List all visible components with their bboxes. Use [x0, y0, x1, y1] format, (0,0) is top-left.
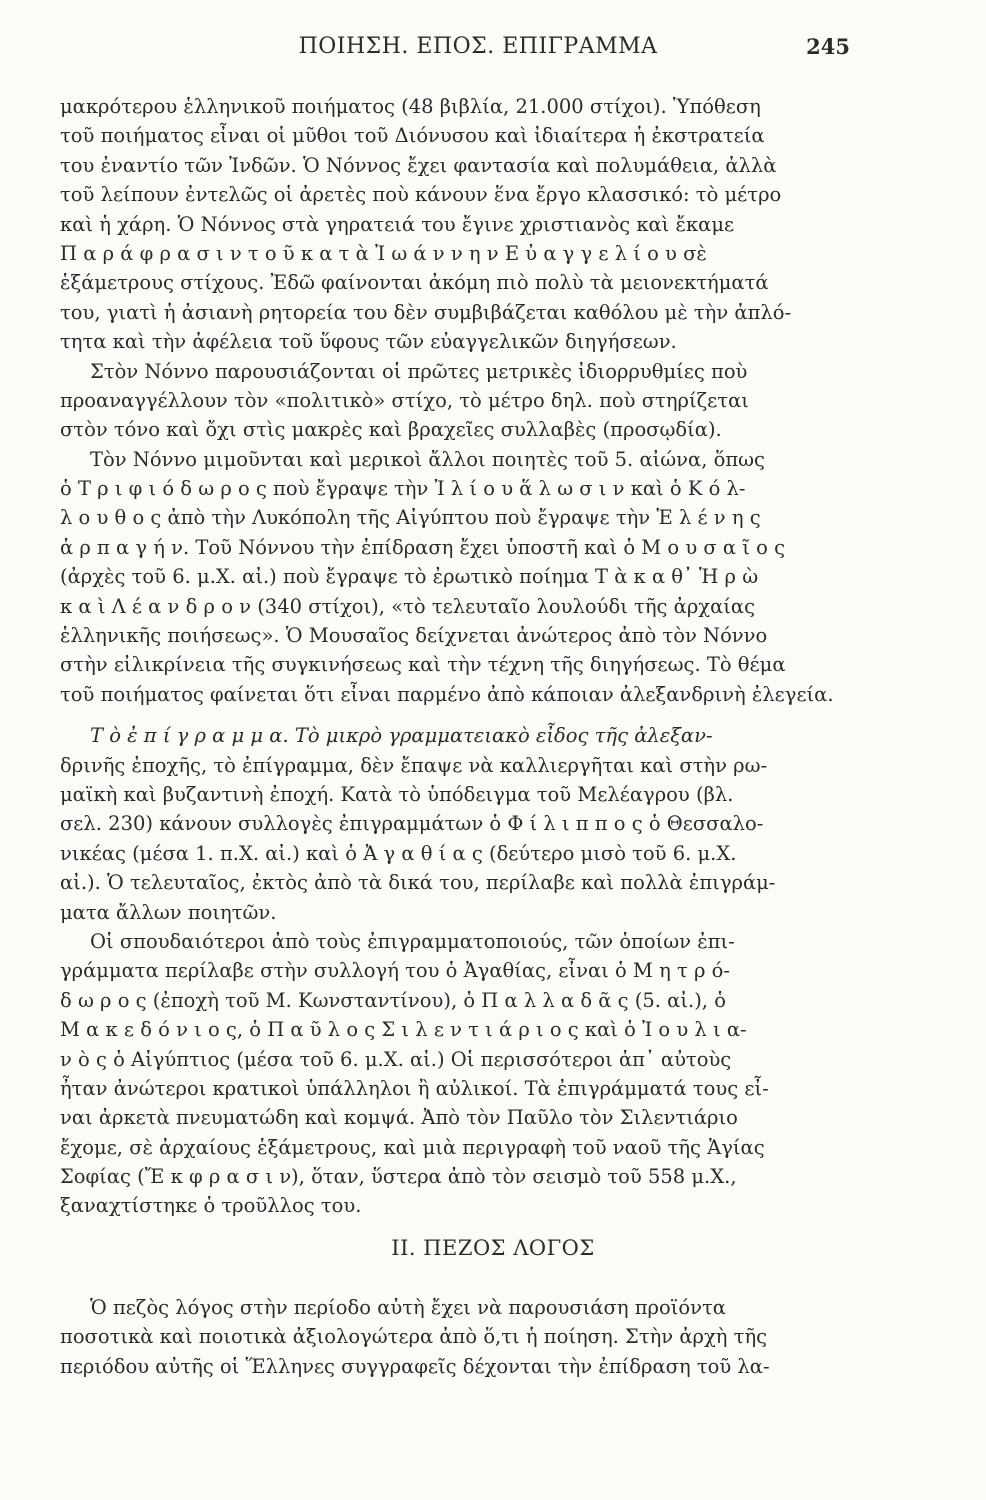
text-line: κ α ὶ Λ έ α ν δ ρ ο ν (340 στίχοι), «τὸ τελευταῖο λουλούδι τῆς ἀρχαίας — [60, 594, 756, 618]
text-line: σελ. 230) κάνουν συλλογὲς ἐπιγραμμάτων ὁ Φ ί λ ι π π ο ς ὁ Θεσσαλο- — [60, 812, 764, 836]
page-header — [90, 28, 850, 64]
running-title: ΠΟΙΗΣΗ. ΕΠΟΣ. ΕΠΙΓΡΑΜΜΑ — [298, 33, 658, 59]
text-line: ὁ Τ ρ ι φ ι ό δ ω ρ ο ς ποὺ ἔγραψε τὴν Ἰ λ ί ο υ ἅ λ ω σ ι ν καὶ ὁ Κ ό λ- — [60, 477, 746, 501]
text-line: προαναγγέλλουν τὸν «πολιτικὸ» στίχο, τὸ μέτρο δηλ. ποὺ στηρίζεται — [60, 388, 749, 412]
text-line: Τ ὸ ἐ π ί γ ρ α μ μ α. Τὸ μικρὸ γραμματειακὸ εἶδος τῆς ἀλεξαν- — [90, 724, 713, 748]
text-line: τοῦ ποιήματος εἶναι οἱ μῦθοι τοῦ Διόνυσου καὶ ἰδιαίτερα ἡ ἐκστρατεία — [60, 124, 765, 148]
text-line: δρινῆς ἐποχῆς, τὸ ἐπίγραμμα, δὲν ἔπαψε νὰ καλλιεργῆται καὶ στὴν ρω- — [60, 753, 768, 777]
text-line: δ ω ρ ο ς (ἐποχὴ τοῦ Μ. Κωνσταντίνου), ὁ Π α λ λ α δ ᾶ ς (5. αἰ.), ὁ — [60, 988, 726, 1012]
text-line: νικέας (μέσα 1. π.Χ. αἰ.) καὶ ὁ Ἀ γ α θ ί α ς (δεύτερο μισὸ τοῦ 6. μ.Χ. — [60, 841, 737, 865]
text-line: στὴν εἰλικρίνεια τῆς συγκινήσεως καὶ τὴν τέχνη τῆς διηγήσεως. Τὸ θέμα — [60, 653, 786, 677]
page-number: 245 — [806, 33, 850, 59]
text-line: (ἀρχὲς τοῦ 6. μ.Χ. αἰ.) ποὺ ἔγραψε τὸ ἐρωτικὸ ποίημα Τ ὰ κ α θ᾽ Ἡ ρ ὼ — [60, 565, 759, 589]
text-line: τητα καὶ τὴν ἀφέλεια τοῦ ὕφους τῶν εὐαγγελικῶν διηγήσεων. — [60, 330, 677, 354]
text-line: Ὁ πεζὸς λόγος στὴν περίοδο αὐτὴ ἔχει νὰ παρουσιάση προϊόντα — [90, 1296, 726, 1319]
text-line: γράμματα περίλαβε στὴν συλλογή του ὁ Ἀγαθίας, εἶναι ὁ Μ η τ ρ ό- — [60, 959, 730, 983]
text-line: μαϊκὴ καὶ βυζαντινὴ ἐποχή. Κατὰ τὸ ὑπόδειγμα τοῦ Μελέαγρου (βλ. — [60, 782, 734, 806]
main-text — [60, 92, 852, 1221]
text-line: ξαναχτίστηκε ὁ τροῦλλος του. — [60, 1194, 362, 1218]
text-line: Οἱ σπουδαιότεροι ἀπὸ τοὺς ἐπιγραμματοποιούς, τῶν ὁποίων ἐπι- — [90, 929, 735, 953]
text-line: περιόδου αὐτῆς οἱ Ἕλληνες συγγραφεῖς δέχονται τὴν ἐπίδραση τοῦ λα- — [60, 1354, 770, 1378]
section-text — [60, 1292, 852, 1380]
text-line: ναι ἀρκετὰ πνευματώδη καὶ κομψά. Ἀπὸ τὸν Παῦλο τὸν Σιλεντιάριο — [60, 1106, 738, 1130]
text-line: στὸν τόνο καὶ ὄχι στὶς μακρὲς καὶ βραχεῖες συλλαβὲς (προσῳδία). — [60, 418, 722, 442]
text-line: λ ο υ θ ο ς ἀπὸ τὴν Λυκόπολη τῆς Αἰγύπτου ποὺ ἔγραψε τὴν Ἑ λ έ ν η ς — [60, 506, 761, 530]
text-line: μακρότερου ἑλληνικοῦ ποιήματος (48 βιβλία, 21.000 στίχοι). Ὑπόθεση — [60, 95, 761, 118]
text-line: ποσοτικὰ καὶ ποιοτικὰ ἀξιολογώτερα ἀπὸ ὅ,τι ἡ ποίηση. Στὴν ἀρχὴ τῆς — [60, 1325, 768, 1349]
text-line: Π α ρ ά φ ρ α σ ι ν τ ο ῦ κ α τ ὰ Ἰ ω ά ν ν η ν Ε ὐ α γ γ ε λ ί ο υ σὲ — [60, 241, 707, 265]
text-line: τοῦ ποιήματος φαίνεται ὅτι εἶναι παρμένο ἀπὸ κάποιαν ἀλεξανδρινὴ ἐλεγεία. — [60, 682, 834, 706]
text-line: ἔχομε, σὲ ἀρχαίους ἑξάμετρους, καὶ μιὰ περιγραφὴ τοῦ ναοῦ τῆς Ἁγίας — [60, 1135, 765, 1159]
text-line: ἁ ρ π α γ ή ν. Τοῦ Νόννου τὴν ἐπίδραση ἔχει ὑποστῆ καὶ ὁ Μ ο υ σ α ῖ ο ς — [60, 535, 786, 559]
text-line: Μ α κ ε δ ό ν ι ο ς, ὁ Π α ῦ λ ο ς Σ ι λ ε ν τ ι ά ρ ι ο ς καὶ ὁ Ἰ ο υ λ ι α- — [60, 1018, 747, 1042]
text-line: Στὸν Νόννο παρουσιάζονται οἱ πρῶτες μετρικὲς ἰδιορρυθμίες ποὺ — [90, 359, 748, 383]
text-line: ἦταν ἀνώτεροι κρατικοὶ ὑπάλληλοι ἢ αὐλικοί. Τὰ ἐπιγράμματά τους εἶ- — [60, 1076, 769, 1100]
section-heading: II. ΠΕΖΟΣ ΛΟΓΟΣ — [391, 1236, 595, 1260]
text-line: ν ὸ ς ὁ Αἰγύπτιος (μέσα τοῦ 6. μ.Χ. αἰ.) Οἱ περισσότεροι ἀπ᾽ αὐτοὺς — [60, 1047, 732, 1071]
text-line: ματα ἄλλων ποιητῶν. — [60, 900, 277, 924]
text-line: του, γιατὶ ἡ ἀσιανὴ ρητορεία του δὲν συμβιβάζεται καθόλου μὲ τὴν ἁπλό- — [60, 300, 792, 324]
text-line: του ἐναντίο τῶν Ἰνδῶν. Ὁ Νόννος ἔχει φαντασία καὶ πολυμάθεια, ἀλλὰ — [60, 153, 777, 177]
text-line: Τὸν Νόννο μιμοῦνται καὶ μερικοὶ ἄλλοι ποιητὲς τοῦ 5. αἰώνα, ὅπως — [90, 447, 765, 471]
text-line: ἑλληνικῆς ποιήσεως». Ὁ Μουσαῖος δείχνεται ἀνώτερος ἀπὸ τὸν Νόννο — [60, 624, 768, 648]
text-line: αἰ.). Ὁ τελευταῖος, ἐκτὸς ἀπὸ τὰ δικά του, περίλαβε καὶ πολλὰ ἐπιγράμ- — [60, 871, 776, 895]
text-line: Σοφίας (Ἔ κ φ ρ α σ ι ν), ὅταν, ὕστερα ἀπὸ τὸν σεισμὸ τοῦ 558 μ.Χ., — [60, 1165, 737, 1189]
text-line: τοῦ λείπουν ἐντελῶς οἱ ἀρετὲς ποὺ κάνουν ἕνα ἔργο κλασσικό: τὸ μέτρο — [60, 183, 782, 207]
text-line: ἑξάμετρους στίχους. Ἐδῶ φαίνονται ἀκόμη πιὸ πολὺ τὰ μειονεκτήματά — [60, 271, 769, 295]
text-line: καὶ ἡ χάρη. Ὁ Νόννος στὰ γηρατειά του ἔγινε χριστιανὸς καὶ ἔκαμε — [60, 212, 735, 236]
